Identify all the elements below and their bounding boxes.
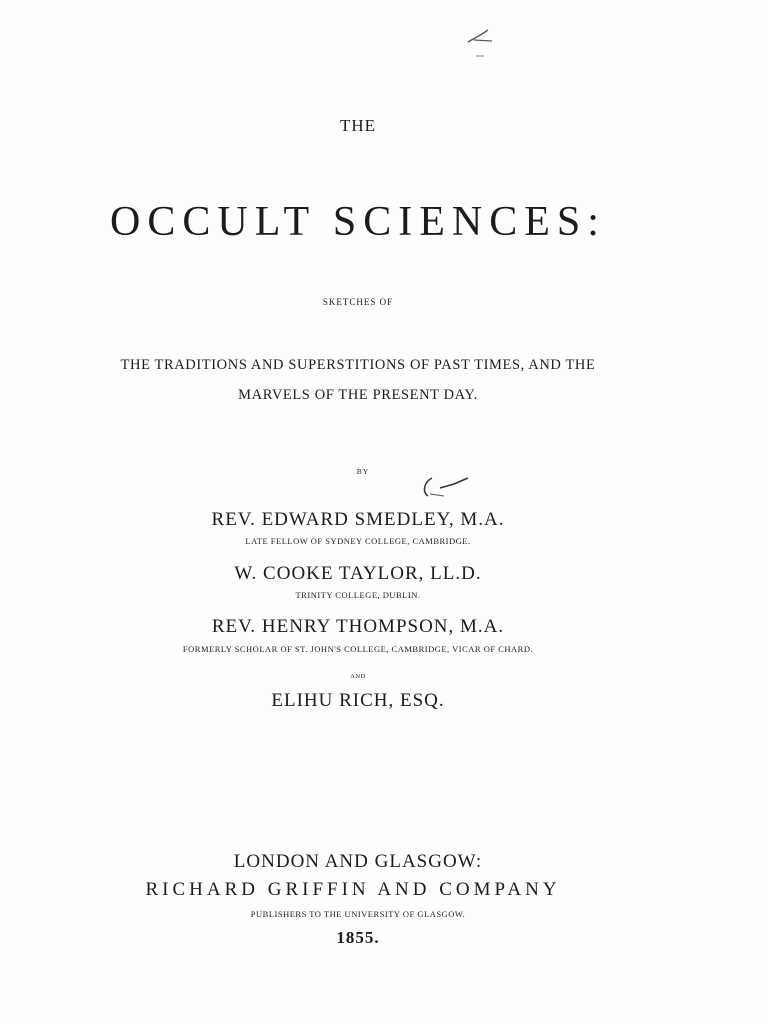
author-2-name: W. COOKE TAYLOR, LL.D.: [234, 563, 482, 584]
author-3-name: REV. HENRY THOMPSON, M.A.: [211, 616, 505, 637]
subtitle-line-1: THE TRADITIONS AND SUPERSTITIONS OF PAST TIMES, AND THE: [120, 357, 596, 373]
imprint-publisher: RICHARD GRIFFIN AND COMPANY: [145, 879, 561, 900]
author-2-affiliation: TRINITY COLLEGE, DUBLIN.: [295, 590, 421, 600]
pencil-mark-top: [462, 22, 502, 62]
imprint-year: 1855.: [336, 928, 380, 947]
author-1-name: REV. EDWARD SMEDLEY, M.A.: [211, 509, 505, 530]
main-title: OCCULT SCIENCES:: [110, 199, 606, 245]
by-label: BY: [356, 467, 370, 476]
imprint-publisher-note: PUBLISHERS TO THE UNIVERSITY OF GLASGOW.: [250, 909, 466, 919]
and-label: AND: [350, 673, 366, 680]
pencil-mark-by: [418, 472, 474, 500]
title-the: THE: [339, 116, 377, 135]
author-1-affiliation: LATE FELLOW OF SYDNEY COLLEGE, CAMBRIDGE.: [245, 536, 471, 546]
subtitle-line-2: MARVELS OF THE PRESENT DAY.: [238, 387, 478, 403]
author-3-affiliation: FORMERLY SCHOLAR OF ST. JOHN'S COLLEGE, CAMBRIDGE, VICAR OF CHARD.: [182, 644, 534, 654]
imprint-place: LONDON AND GLASGOW:: [233, 851, 483, 872]
sketches-of: SKETCHES OF: [322, 297, 394, 307]
author-4-name: ELIHU RICH, ESQ.: [271, 690, 445, 711]
